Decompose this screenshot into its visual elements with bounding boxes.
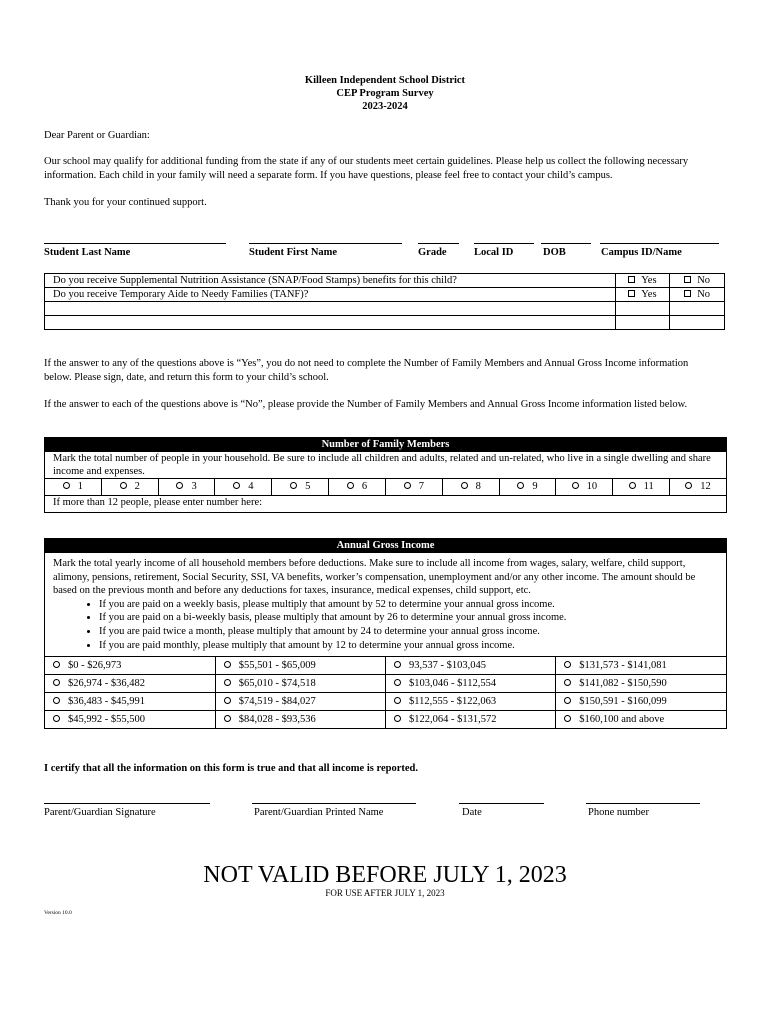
dob-field[interactable] bbox=[541, 243, 591, 244]
printed-name-label: Parent/Guardian Printed Name bbox=[254, 807, 384, 818]
signature-field[interactable] bbox=[44, 803, 210, 804]
radio-icon[interactable] bbox=[53, 697, 60, 704]
income-option[interactable]: $131,573 - $141,081 bbox=[556, 657, 726, 675]
benefit-row-empty bbox=[45, 302, 725, 316]
more-than-12-label: If more than 12 people, please enter number here: bbox=[53, 497, 263, 508]
income-row bbox=[45, 693, 726, 711]
radio-icon[interactable] bbox=[394, 715, 401, 722]
family-count-option[interactable]: 10 bbox=[556, 479, 613, 495]
radio-icon[interactable] bbox=[564, 697, 571, 704]
greeting: Dear Parent or Guardian: bbox=[44, 130, 150, 141]
family-count-option[interactable]: 4 bbox=[215, 479, 272, 495]
instructions-yes: If the answer to any of the questions above is “Yes”, you do not need to complete the Number of Family Members and Annual Gross Income information below. Please sign, date, and return this form to your child’s school. bbox=[44, 358, 689, 383]
family-count-option[interactable]: 9 bbox=[500, 479, 557, 495]
income-option[interactable]: $36,483 - $45,991 bbox=[45, 693, 215, 711]
family-count-option[interactable]: 11 bbox=[613, 479, 670, 495]
radio-icon[interactable] bbox=[461, 482, 468, 489]
radio-icon[interactable] bbox=[564, 661, 571, 668]
income-option[interactable]: $45,992 - $55,500 bbox=[45, 711, 215, 729]
income-bullet: • If you are paid on a weekly basis, please multiply that amount by 52 to determine your annual gross income. bbox=[99, 598, 718, 612]
radio-icon[interactable] bbox=[224, 715, 231, 722]
tanf-no-option[interactable]: No bbox=[670, 288, 725, 302]
radio-icon[interactable] bbox=[564, 715, 571, 722]
radio-icon[interactable] bbox=[53, 679, 60, 686]
version-label: Version 10.0 bbox=[44, 910, 72, 916]
income-option[interactable]: $141,082 - $150,590 bbox=[556, 675, 726, 693]
income-option[interactable]: $26,974 - $36,482 bbox=[45, 675, 215, 693]
radio-icon[interactable] bbox=[53, 715, 60, 722]
income-option[interactable]: $112,555 - $122,063 bbox=[386, 693, 556, 711]
income-option[interactable]: $65,010 - $74,518 bbox=[215, 675, 385, 693]
campus-field[interactable] bbox=[600, 243, 719, 244]
radio-icon[interactable] bbox=[685, 482, 692, 489]
survey-title: CEP Program Survey bbox=[336, 88, 434, 99]
snap-no-option[interactable]: No bbox=[670, 274, 725, 288]
campus-label: Campus ID/Name bbox=[601, 247, 682, 258]
phone-field[interactable] bbox=[586, 803, 700, 804]
thanks-text: Thank you for your continued support. bbox=[44, 197, 207, 208]
tanf-question: Do you receive Temporary Aide to Needy Families (TANF)? bbox=[45, 288, 616, 302]
snap-yes-option[interactable]: Yes bbox=[615, 274, 670, 288]
radio-icon[interactable] bbox=[176, 482, 183, 489]
snap-question: Do you receive Supplemental Nutrition Assistance (SNAP/Food Stamps) benefits for this child? bbox=[45, 274, 616, 288]
income-option[interactable]: $84,028 - $93,536 bbox=[215, 711, 385, 729]
income-bullet: • If you are paid monthly, please multiply that amount by 12 to determine your annual gross income. bbox=[99, 639, 718, 653]
family-instructions: Mark the total number of people in your household. Be sure to include all children and adults, related and un-related, who live in a single dwelling and share income and expenses. bbox=[45, 452, 726, 479]
radio-icon[interactable] bbox=[120, 482, 127, 489]
annual-income-section bbox=[44, 538, 727, 729]
student-last-name-label: Student Last Name bbox=[44, 247, 131, 258]
benefit-row-tanf bbox=[45, 288, 725, 302]
student-info-row bbox=[0, 243, 770, 263]
radio-icon[interactable] bbox=[290, 482, 297, 489]
radio-icon[interactable] bbox=[517, 482, 524, 489]
signature-row bbox=[0, 803, 770, 823]
tanf-yes-option[interactable]: Yes bbox=[615, 288, 670, 302]
use-after-notice: FOR USE AFTER JULY 1, 2023 bbox=[325, 888, 445, 898]
income-bullet: • If you are paid on a bi-weekly basis, please multiply that amount by 26 to determine your annual gross income. bbox=[99, 611, 718, 625]
local-id-label: Local ID bbox=[474, 247, 514, 258]
student-first-name-label: Student First Name bbox=[249, 247, 338, 258]
date-field[interactable] bbox=[459, 803, 544, 804]
intro-text: Our school may qualify for additional funding from the state if any of our students meet certain guidelines. Please help us collect the following necessary information. Each child in your family will need a separate form. If you have questions, please feel free to contact your child’s campus. bbox=[44, 156, 689, 181]
radio-icon[interactable] bbox=[347, 482, 354, 489]
income-option[interactable]: $55,501 - $65,009 bbox=[215, 657, 385, 675]
grade-label: Grade bbox=[418, 247, 447, 258]
family-members-title: Number of Family Members bbox=[45, 438, 726, 452]
local-id-field[interactable] bbox=[474, 243, 534, 244]
student-first-name-field[interactable] bbox=[249, 243, 402, 244]
radio-icon[interactable] bbox=[572, 482, 579, 489]
checkbox-icon[interactable] bbox=[684, 276, 691, 283]
income-option[interactable]: $0 - $26,973 bbox=[45, 657, 215, 675]
student-last-name-field[interactable] bbox=[44, 243, 226, 244]
radio-icon[interactable] bbox=[224, 661, 231, 668]
radio-icon[interactable] bbox=[404, 482, 411, 489]
family-count-option[interactable]: 1 bbox=[45, 479, 102, 495]
signature-label: Parent/Guardian Signature bbox=[44, 807, 156, 818]
radio-icon[interactable] bbox=[394, 679, 401, 686]
checkbox-icon[interactable] bbox=[684, 290, 691, 297]
income-option[interactable]: $150,591 - $160,099 bbox=[556, 693, 726, 711]
more-than-12-field[interactable] bbox=[45, 496, 726, 512]
income-option[interactable]: $122,064 - $131,572 bbox=[386, 711, 556, 729]
benefits-table bbox=[44, 273, 725, 330]
instructions-no: If the answer to each of the questions above is “No”, please provide the Number of Family Members and Annual Gross Income information listed below. bbox=[44, 399, 688, 410]
income-option[interactable]: $103,046 - $112,554 bbox=[386, 675, 556, 693]
income-option[interactable]: 93,537 - $103,045 bbox=[386, 657, 556, 675]
family-count-option[interactable]: 3 bbox=[159, 479, 216, 495]
income-row bbox=[45, 711, 726, 729]
form-header bbox=[0, 74, 770, 113]
date-label: Date bbox=[462, 807, 482, 818]
not-valid-notice: NOT VALID BEFORE JULY 1, 2023 bbox=[203, 862, 567, 888]
phone-label: Phone number bbox=[588, 807, 649, 818]
certification-statement: I certify that all the information on this form is true and that all income is reported. bbox=[44, 763, 418, 774]
radio-icon[interactable] bbox=[233, 482, 240, 489]
radio-icon[interactable] bbox=[224, 697, 231, 704]
income-instructions bbox=[45, 553, 726, 657]
radio-icon[interactable] bbox=[394, 697, 401, 704]
school-year: 2023-2024 bbox=[362, 101, 408, 112]
benefit-row-empty bbox=[45, 316, 725, 330]
radio-icon[interactable] bbox=[224, 679, 231, 686]
family-count-option[interactable]: 2 bbox=[102, 479, 159, 495]
income-row bbox=[45, 675, 726, 693]
checkbox-icon[interactable] bbox=[628, 276, 635, 283]
income-bullet: • If you are paid twice a month, please multiply that amount by 24 to determine your annual gross income. bbox=[99, 625, 718, 639]
income-option[interactable]: $74,519 - $84,027 bbox=[215, 693, 385, 711]
radio-icon[interactable] bbox=[629, 482, 636, 489]
income-option[interactable]: $160,100 and above bbox=[556, 711, 726, 729]
family-count-option[interactable]: 8 bbox=[443, 479, 500, 495]
benefit-row-snap bbox=[45, 274, 725, 288]
family-count-option[interactable]: 6 bbox=[329, 479, 386, 495]
printed-name-field[interactable] bbox=[252, 803, 416, 804]
family-count-option[interactable]: 5 bbox=[272, 479, 329, 495]
family-count-option[interactable]: 7 bbox=[386, 479, 443, 495]
radio-icon[interactable] bbox=[53, 661, 60, 668]
family-count-option[interactable]: 12 bbox=[670, 479, 726, 495]
annual-income-title: Annual Gross Income bbox=[45, 539, 726, 553]
dob-label: DOB bbox=[543, 247, 566, 258]
grade-field[interactable] bbox=[418, 243, 459, 244]
income-bullets bbox=[53, 598, 718, 652]
income-row bbox=[45, 657, 726, 675]
family-members-section bbox=[44, 437, 727, 513]
income-range-grid bbox=[45, 657, 726, 728]
family-count-options bbox=[45, 479, 726, 496]
income-instructions-text: Mark the total yearly income of all household members before deductions. Make sure to include all income from wages, salary, welfare, child support, alimony, pensions, retirement, Social Security, SSI, VA benefits, worker’s compensation, unemployment and/or any other income. The amount should be based on the previous month and before any deductions for taxes, insurance, medical expenses, child support, etc. bbox=[53, 558, 696, 597]
radio-icon[interactable] bbox=[564, 679, 571, 686]
radio-icon[interactable] bbox=[394, 661, 401, 668]
district-name: Killeen Independent School District bbox=[304, 75, 466, 86]
checkbox-icon[interactable] bbox=[628, 290, 635, 297]
radio-icon[interactable] bbox=[63, 482, 70, 489]
